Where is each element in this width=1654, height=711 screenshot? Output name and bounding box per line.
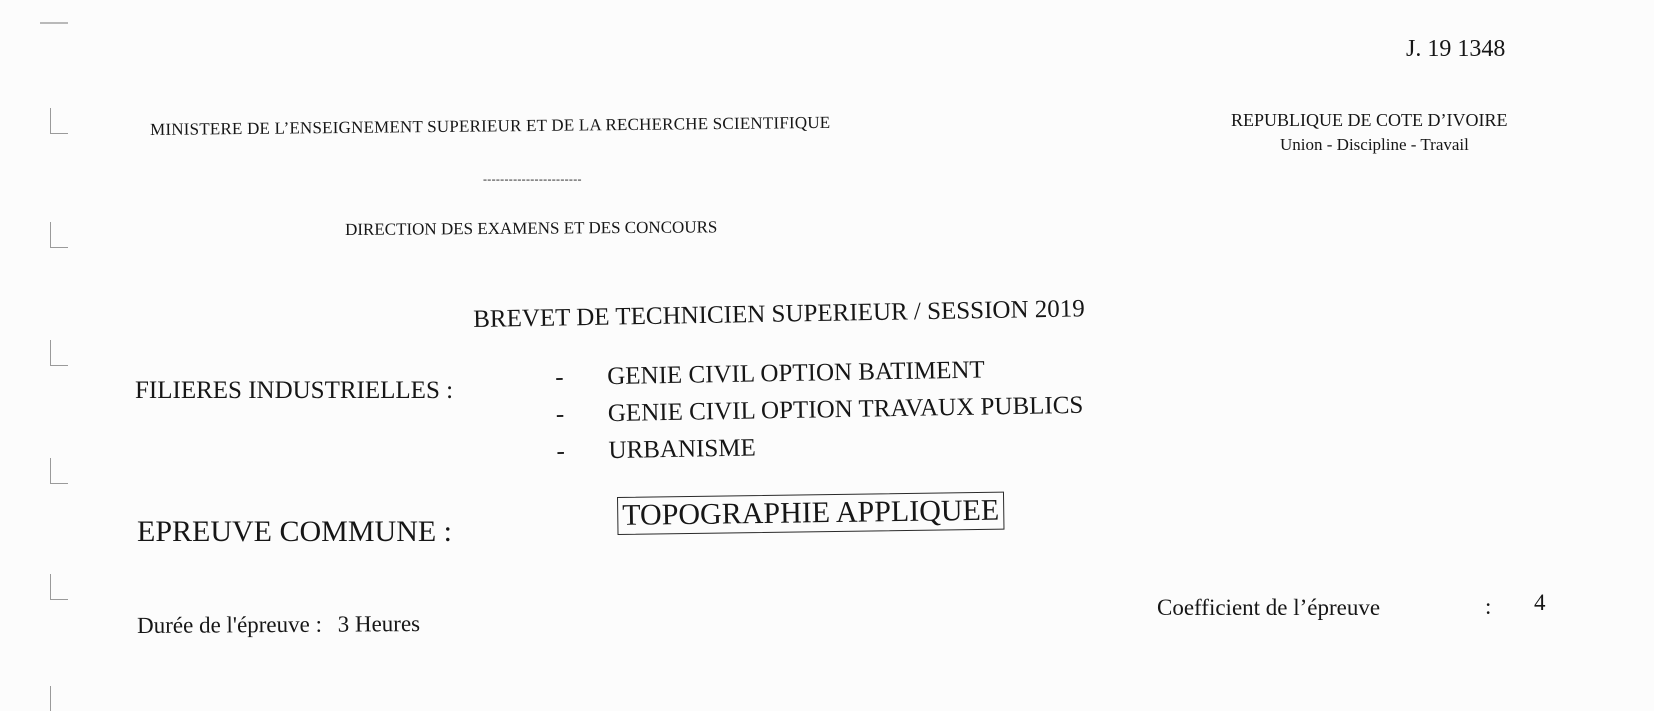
margin-mark bbox=[50, 686, 51, 711]
margin-mark bbox=[50, 458, 51, 484]
bullet-dash: - bbox=[556, 437, 566, 465]
exam-title: BREVET DE TECHNICIEN SUPERIEUR / SESSION 2019 bbox=[473, 295, 1085, 333]
margin-mark bbox=[50, 574, 51, 600]
ministry-heading: MINISTERE DE L’ENSEIGNEMENT SUPERIEUR ET DE LA RECHERCHE SCIENTIFIQUE bbox=[150, 112, 831, 139]
epreuve-label: EPREUVE COMMUNE : bbox=[137, 515, 453, 548]
coefficient-value: 4 bbox=[1534, 590, 1546, 615]
duration-unit: Heures bbox=[354, 611, 421, 637]
duration-value: 3 bbox=[337, 611, 350, 637]
header-separator: ----------------------- bbox=[483, 172, 582, 186]
filiere-name: GENIE CIVIL OPTION TRAVAUX PUBLICS bbox=[607, 391, 1084, 428]
bullet-dash: - bbox=[555, 400, 565, 428]
subject-title: TOPOGRAPHIE APPLIQUEE bbox=[617, 492, 1004, 535]
bullet-dash: - bbox=[555, 363, 564, 391]
margin-mark bbox=[50, 340, 51, 366]
duration-line bbox=[137, 611, 420, 639]
exam-reference: J. 19 1348 bbox=[1406, 36, 1506, 62]
margin-mark bbox=[40, 22, 68, 24]
republic-heading: REPUBLIQUE DE COTE D’IVOIRE bbox=[1231, 110, 1508, 130]
margin-mark bbox=[50, 108, 51, 134]
direction-heading: DIRECTION DES EXAMENS ET DES CONCOURS bbox=[345, 217, 718, 239]
list-item bbox=[556, 429, 1084, 475]
filieres-label: FILIERES INDUSTRIELLES : bbox=[135, 377, 454, 404]
margin-mark bbox=[50, 222, 51, 248]
filieres-list bbox=[555, 355, 1084, 475]
duration-label: Durée de l'épreuve : bbox=[137, 611, 323, 638]
coefficient-label: Coefficient de l’épreuve bbox=[1157, 595, 1381, 620]
coefficient-colon: : bbox=[1485, 594, 1492, 619]
filiere-name: GENIE CIVIL OPTION BATIMENT bbox=[606, 356, 985, 391]
filiere-name: URBANISME bbox=[608, 434, 756, 465]
national-motto: Union - Discipline - Travail bbox=[1280, 135, 1469, 154]
